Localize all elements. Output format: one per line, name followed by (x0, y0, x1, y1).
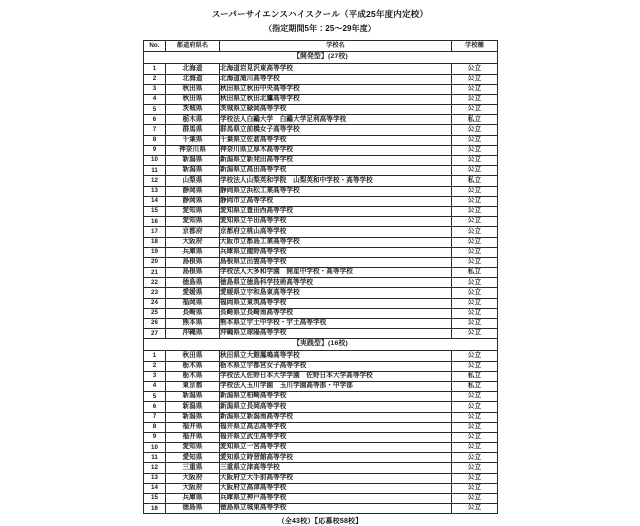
table-row (144, 432, 498, 442)
row-school-name: 北海道岩見沢東高等学校 (220, 64, 452, 74)
row-school-type: 公立 (452, 84, 498, 94)
table-row (144, 84, 498, 94)
row-school-type: 公立 (452, 308, 498, 318)
row-prefecture: 新潟県 (166, 392, 220, 402)
row-school-name: 栃木県立宇都宮女子高等学校 (220, 361, 452, 371)
row-number: 24 (144, 298, 166, 308)
row-number: 3 (144, 371, 166, 381)
row-number: 1 (144, 351, 166, 361)
row-school-type: 公立 (452, 247, 498, 257)
row-school-name: 新潟県立長岡高等学校 (220, 402, 452, 412)
row-school-type: 公立 (452, 145, 498, 155)
row-number: 11 (144, 453, 166, 463)
row-school-name: 京都府立桃山高等学校 (220, 227, 452, 237)
row-prefecture: 北海道 (166, 64, 220, 74)
row-prefecture: 長崎県 (166, 308, 220, 318)
row-school-type: 公立 (452, 298, 498, 308)
row-number: 13 (144, 186, 166, 196)
table-row (144, 156, 498, 166)
row-number: 22 (144, 278, 166, 288)
row-school-type: 公立 (452, 319, 498, 329)
row-school-name: 新潟県立新発田高等学校 (220, 156, 452, 166)
table-row (144, 257, 498, 267)
row-prefecture: 東京都 (166, 381, 220, 391)
row-school-type: 公立 (452, 217, 498, 227)
row-number: 5 (144, 392, 166, 402)
table-row (144, 125, 498, 135)
row-number: 6 (144, 115, 166, 125)
row-prefecture: 徳島県 (166, 278, 220, 288)
row-school-name: 島根県立出雲高等学校 (220, 257, 452, 267)
section-heading-label: 【実践型】(16校) (144, 339, 498, 351)
row-number: 7 (144, 125, 166, 135)
table-row (144, 206, 498, 216)
row-number: 8 (144, 422, 166, 432)
row-prefecture: 三重県 (166, 463, 220, 473)
row-number: 4 (144, 381, 166, 391)
row-school-type: 私立 (452, 381, 498, 391)
row-prefecture: 兵庫県 (166, 247, 220, 257)
row-prefecture: 愛媛県 (166, 288, 220, 298)
table-header-row (144, 41, 498, 52)
row-number: 26 (144, 319, 166, 329)
row-number: 1 (144, 64, 166, 74)
row-prefecture: 茨城県 (166, 105, 220, 115)
row-school-name: 兵庫県立龍野高等学校 (220, 247, 452, 257)
row-number: 27 (144, 329, 166, 339)
row-number: 11 (144, 166, 166, 176)
table-header (144, 41, 498, 52)
row-number: 10 (144, 156, 166, 166)
row-prefecture: 愛知県 (166, 443, 220, 453)
table-row (144, 176, 498, 186)
row-school-name: 福井県立高志高等学校 (220, 422, 452, 432)
table-row (144, 268, 498, 278)
table-row (144, 145, 498, 155)
row-prefecture: 新潟県 (166, 156, 220, 166)
table-row (144, 298, 498, 308)
table-row (144, 247, 498, 257)
row-school-name: 三重県立津高等学校 (220, 463, 452, 473)
row-prefecture: 秋田県 (166, 84, 220, 94)
table-row (144, 392, 498, 402)
row-number: 2 (144, 361, 166, 371)
row-number: 2 (144, 74, 166, 84)
row-school-type: 公立 (452, 392, 498, 402)
row-school-type: 公立 (452, 473, 498, 483)
table-row (144, 115, 498, 125)
row-school-type: 公立 (452, 483, 498, 493)
document-title: スーパーサイエンスハイスクール（平成25年度内定校） (211, 9, 429, 19)
row-prefecture: 山梨県 (166, 176, 220, 186)
row-prefecture: 島根県 (166, 268, 220, 278)
row-school-type: 公立 (452, 432, 498, 442)
row-prefecture: 福井県 (166, 422, 220, 432)
table-row (144, 308, 498, 318)
row-school-name: 熊本県立宇土中学校・宇土高等学校 (220, 319, 452, 329)
row-prefecture: 福岡県 (166, 298, 220, 308)
row-school-name: 沖縄県立球陽高等学校 (220, 329, 452, 339)
table-row (144, 227, 498, 237)
row-school-name: 愛知県立豊田西高等学校 (220, 206, 452, 216)
row-school-type: 公立 (452, 288, 498, 298)
row-prefecture: 沖縄県 (166, 329, 220, 339)
row-school-type: 公立 (452, 278, 498, 288)
row-school-type: 公立 (452, 351, 498, 361)
row-school-name: 長崎県立長崎南高等学校 (220, 308, 452, 318)
row-school-name: 愛知県立時習館高等学校 (220, 453, 452, 463)
row-school-type: 私立 (452, 371, 498, 381)
table-row (144, 186, 498, 196)
row-school-name: 秋田県立秋田北鷹高等学校 (220, 94, 452, 104)
row-prefecture: 熊本県 (166, 319, 220, 329)
row-school-type: 公立 (452, 186, 498, 196)
row-school-name: 愛知県立一宮高等学校 (220, 443, 452, 453)
document-subtitle: （指定期間5年：25～29年度） (264, 24, 376, 34)
row-school-name: 茨城県立緑岡高等学校 (220, 105, 452, 115)
table-row (144, 463, 498, 473)
row-school-type: 私立 (452, 176, 498, 186)
row-school-type: 公立 (452, 422, 498, 432)
table-row (144, 94, 498, 104)
row-prefecture: 大阪府 (166, 237, 220, 247)
row-prefecture: 栃木県 (166, 115, 220, 125)
row-school-name: 静岡市立高等学校 (220, 196, 452, 206)
row-prefecture: 島根県 (166, 257, 220, 267)
row-number: 19 (144, 247, 166, 257)
row-prefecture: 福井県 (166, 432, 220, 442)
table-row (144, 135, 498, 145)
row-prefecture: 兵庫県 (166, 494, 220, 504)
row-prefecture: 愛知県 (166, 206, 220, 216)
table-row (144, 217, 498, 227)
row-number: 8 (144, 135, 166, 145)
table-row (144, 105, 498, 115)
row-school-type: 公立 (452, 453, 498, 463)
row-number: 15 (144, 494, 166, 504)
column-header-prefecture: 都道府県名 (166, 41, 220, 52)
row-prefecture: 新潟県 (166, 166, 220, 176)
row-number: 15 (144, 206, 166, 216)
row-school-type: 公立 (452, 402, 498, 412)
row-number: 13 (144, 473, 166, 483)
table-row (144, 351, 498, 361)
row-prefecture: 秋田県 (166, 94, 220, 104)
row-school-name: 兵庫県立神戸高等学校 (220, 494, 452, 504)
table-row (144, 329, 498, 339)
row-school-type: 公立 (452, 412, 498, 422)
table-row (144, 443, 498, 453)
section-heading-row (144, 52, 498, 64)
row-school-type: 公立 (452, 494, 498, 504)
row-number: 17 (144, 227, 166, 237)
row-school-name: 秋田県立秋田中央高等学校 (220, 84, 452, 94)
row-prefecture: 群馬県 (166, 125, 220, 135)
row-prefecture: 千葉県 (166, 135, 220, 145)
table-row (144, 278, 498, 288)
table-row (144, 64, 498, 74)
row-number: 20 (144, 257, 166, 267)
row-school-name: 大阪府立大手前高等学校 (220, 473, 452, 483)
row-number: 12 (144, 463, 166, 473)
row-prefecture: 北海道 (166, 74, 220, 84)
table-row (144, 319, 498, 329)
row-school-name: 学校法人白鷗大学 白鷗大学足利高等学校 (220, 115, 452, 125)
row-school-type: 公立 (452, 257, 498, 267)
row-school-name: 新潟県立柏崎高等学校 (220, 392, 452, 402)
table-row (144, 371, 498, 381)
row-school-name: 静岡県立浜松工業高等学校 (220, 186, 452, 196)
row-school-type: 公立 (452, 463, 498, 473)
row-prefecture: 静岡県 (166, 186, 220, 196)
row-school-name: 新潟県立新潟南高等学校 (220, 412, 452, 422)
row-school-type: 公立 (452, 361, 498, 371)
row-school-name: 神奈川県立厚木高等学校 (220, 145, 452, 155)
table-row (144, 412, 498, 422)
row-number: 10 (144, 443, 166, 453)
column-header-school: 学校名 (220, 41, 452, 52)
row-number: 25 (144, 308, 166, 318)
row-school-type: 公立 (452, 64, 498, 74)
row-prefecture: 秋田県 (166, 351, 220, 361)
row-school-name: 徳島県立城東高等学校 (220, 504, 452, 514)
row-number: 3 (144, 84, 166, 94)
row-number: 9 (144, 432, 166, 442)
row-number: 14 (144, 483, 166, 493)
table-row (144, 402, 498, 412)
row-school-name: 群馬県立前橋女子高等学校 (220, 125, 452, 135)
row-number: 7 (144, 412, 166, 422)
footer-summary: （全43校）【応募校58校】 (277, 518, 363, 526)
column-header-type: 学校種 (452, 41, 498, 52)
row-school-type: 公立 (452, 206, 498, 216)
row-school-name: 学校法人佐野日本大学学園 佐野日本大学高等学校 (220, 371, 452, 381)
row-number: 9 (144, 145, 166, 155)
row-number: 12 (144, 176, 166, 186)
row-school-type: 公立 (452, 74, 498, 84)
row-school-type: 私立 (452, 115, 498, 125)
row-prefecture: 新潟県 (166, 402, 220, 412)
row-prefecture: 大阪府 (166, 483, 220, 493)
row-school-name: 大阪府立高津高等学校 (220, 483, 452, 493)
table-row (144, 74, 498, 84)
row-prefecture: 静岡県 (166, 196, 220, 206)
row-school-name: 新潟県立高田高等学校 (220, 166, 452, 176)
row-school-name: 愛知県立半田高等学校 (220, 217, 452, 227)
row-school-name: 愛媛県立宇和島東高等学校 (220, 288, 452, 298)
section-heading-row (144, 339, 498, 351)
school-list-table (143, 40, 498, 514)
row-school-type: 公立 (452, 94, 498, 104)
row-school-name: 福井県立武生高等学校 (220, 432, 452, 442)
row-prefecture: 新潟県 (166, 412, 220, 422)
row-school-type: 公立 (452, 125, 498, 135)
row-prefecture: 大阪府 (166, 473, 220, 483)
table-row (144, 494, 498, 504)
table-row (144, 422, 498, 432)
row-school-type: 公立 (452, 105, 498, 115)
row-school-name: 大阪市立都島工業高等学校 (220, 237, 452, 247)
row-prefecture: 栃木県 (166, 361, 220, 371)
row-school-name: 秋田県立大館鳳鳴高等学校 (220, 351, 452, 361)
row-school-name: 千葉県立佐倉高等学校 (220, 135, 452, 145)
row-school-name: 学校法人大多和学園 開星中学校・高等学校 (220, 268, 452, 278)
row-prefecture: 神奈川県 (166, 145, 220, 155)
row-number: 4 (144, 94, 166, 104)
row-school-name: 北海道滝川高等学校 (220, 74, 452, 84)
table-row (144, 473, 498, 483)
row-number: 6 (144, 402, 166, 412)
row-school-name: 学校法人山梨英和学院 山梨英和中学校・高等学校 (220, 176, 452, 186)
row-number: 21 (144, 268, 166, 278)
table-row (144, 483, 498, 493)
row-school-type: 私立 (452, 268, 498, 278)
column-header-no: No. (144, 41, 166, 52)
row-prefecture: 栃木県 (166, 371, 220, 381)
row-school-type: 公立 (452, 196, 498, 206)
table-row (144, 361, 498, 371)
section-heading-label: 【開発型】(27校) (144, 52, 498, 64)
row-school-type: 公立 (452, 227, 498, 237)
table-row (144, 288, 498, 298)
row-number: 14 (144, 196, 166, 206)
table-row (144, 504, 498, 514)
table-row (144, 196, 498, 206)
table-row (144, 166, 498, 176)
row-prefecture: 京都府 (166, 227, 220, 237)
table-body (144, 52, 498, 514)
row-school-type: 公立 (452, 237, 498, 247)
row-number: 18 (144, 237, 166, 247)
row-school-name: 学校法人玉川学園 玉川学園高等部・中学部 (220, 381, 452, 391)
row-number: 16 (144, 217, 166, 227)
school-table-container (143, 40, 497, 514)
row-prefecture: 愛知県 (166, 453, 220, 463)
row-prefecture: 徳島県 (166, 504, 220, 514)
row-school-type: 公立 (452, 135, 498, 145)
row-number: 5 (144, 105, 166, 115)
row-school-name: 徳島県立徳島科学技術高等学校 (220, 278, 452, 288)
row-prefecture: 愛知県 (166, 217, 220, 227)
row-school-type: 公立 (452, 156, 498, 166)
table-row (144, 453, 498, 463)
row-school-type: 公立 (452, 504, 498, 514)
table-row (144, 381, 498, 391)
row-school-type: 公立 (452, 329, 498, 339)
row-number: 16 (144, 504, 166, 514)
row-school-name: 福岡県立東筑高等学校 (220, 298, 452, 308)
table-row (144, 237, 498, 247)
row-school-type: 公立 (452, 443, 498, 453)
row-number: 23 (144, 288, 166, 298)
row-school-type: 公立 (452, 166, 498, 176)
